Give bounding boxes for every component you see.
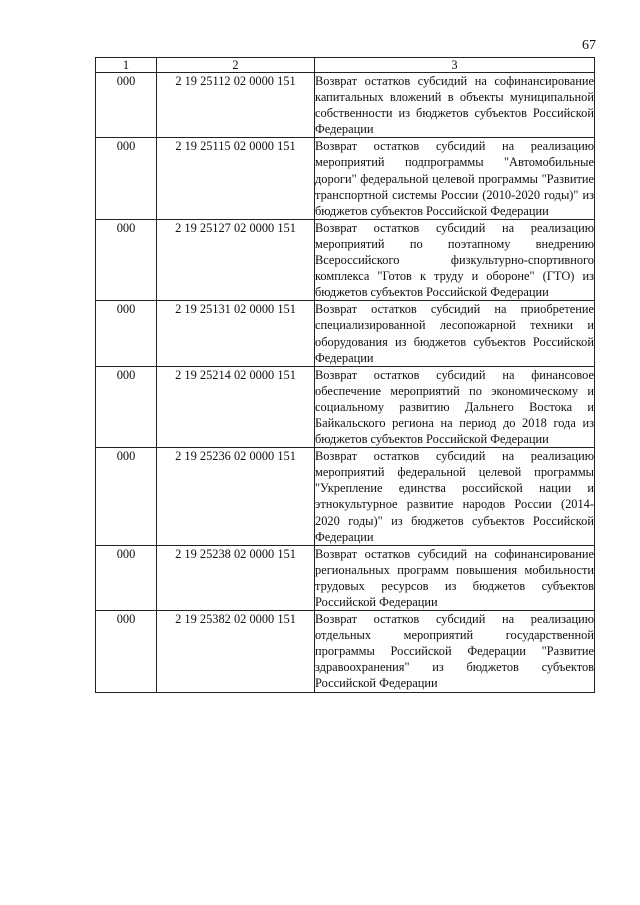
table-row bbox=[96, 611, 595, 692]
admin-code-cell: 000 bbox=[96, 138, 157, 219]
table-row bbox=[96, 138, 595, 219]
admin-code-cell: 000 bbox=[96, 448, 157, 546]
admin-code-cell: 000 bbox=[96, 73, 157, 138]
header-col-1: 1 bbox=[96, 58, 157, 73]
budget-code-cell: 2 19 25127 02 0000 151 bbox=[157, 219, 315, 300]
description-cell: Возврат остатков субсидий на реализацию отдельных мероприятий государственной программы Российской Федерации "Развитие здравоохранения" из бюджетов субъектов Российской Федерации bbox=[315, 612, 594, 691]
description-cell: Возврат остатков субсидий на реализацию мероприятий федеральной целевой программы "Укрепление единства российской нации и этнокультурное развитие народов России (2014-2020 годы)" из бюджетов субъектов Российской Федерации bbox=[315, 449, 594, 544]
budget-code-cell: 2 19 25115 02 0000 151 bbox=[157, 138, 315, 219]
admin-code-cell: 000 bbox=[96, 366, 157, 447]
description-cell: Возврат остатков субсидий на реализацию мероприятий по поэтапному внедрению Всероссийского физкультурно-спортивного комплекса "Готов к труду и обороне" (ГТО) из бюджетов субъектов Российской Федерации bbox=[315, 220, 594, 300]
budget-code-cell: 2 19 25214 02 0000 151 bbox=[157, 366, 315, 447]
description-cell: Возврат остатков субсидий на софинансирование региональных программ повышения мобильности трудовых ресурсов из бюджетов субъектов Российской Федерации bbox=[315, 546, 594, 609]
table-row bbox=[96, 448, 595, 546]
table-header bbox=[96, 58, 595, 73]
budget-code-cell: 2 19 25382 02 0000 151 bbox=[157, 611, 315, 692]
budget-code-cell: 2 19 25131 02 0000 151 bbox=[157, 301, 315, 366]
description-cell: Возврат остатков субсидий на финансовое обеспечение мероприятий по экономическому и социальному развитию Дальнего Востока и Байкальского региона на период до 2018 года из бюджетов субъектов Российской Федерации bbox=[315, 367, 594, 447]
header-col-2: 2 bbox=[157, 58, 315, 73]
description-cell: Возврат остатков субсидий на приобретение специализированной лесопожарной техники и оборудования из бюджетов субъектов Российской Федерации bbox=[315, 302, 594, 365]
table-row bbox=[96, 219, 595, 300]
page-number: 67 bbox=[582, 38, 596, 53]
header-col-3: 3 bbox=[315, 58, 595, 73]
header-row bbox=[96, 58, 595, 73]
table-row bbox=[96, 73, 595, 138]
table-body bbox=[96, 73, 595, 693]
description-cell: Возврат остатков субсидий на реализацию мероприятий подпрограммы "Автомобильные дороги" федеральной целевой программы "Развитие транспортной системы России (2010-2020 годы)" из бюджетов субъектов Российской Федерации bbox=[315, 139, 594, 218]
budget-code-cell: 2 19 25238 02 0000 151 bbox=[157, 545, 315, 610]
admin-code-cell: 000 bbox=[96, 545, 157, 610]
admin-code-cell: 000 bbox=[96, 611, 157, 692]
budget-code-cell: 2 19 25112 02 0000 151 bbox=[157, 73, 315, 138]
admin-code-cell: 000 bbox=[96, 219, 157, 300]
budget-code-cell: 2 19 25236 02 0000 151 bbox=[157, 448, 315, 546]
description-cell: Возврат остатков субсидий на софинансирование капитальных вложений в объекты муниципальной собственности из бюджетов субъектов Российской Федерации bbox=[315, 74, 594, 137]
table-row bbox=[96, 545, 595, 610]
budget-code-table bbox=[95, 57, 595, 693]
table-row bbox=[96, 366, 595, 447]
admin-code-cell: 000 bbox=[96, 301, 157, 366]
table-row bbox=[96, 301, 595, 366]
